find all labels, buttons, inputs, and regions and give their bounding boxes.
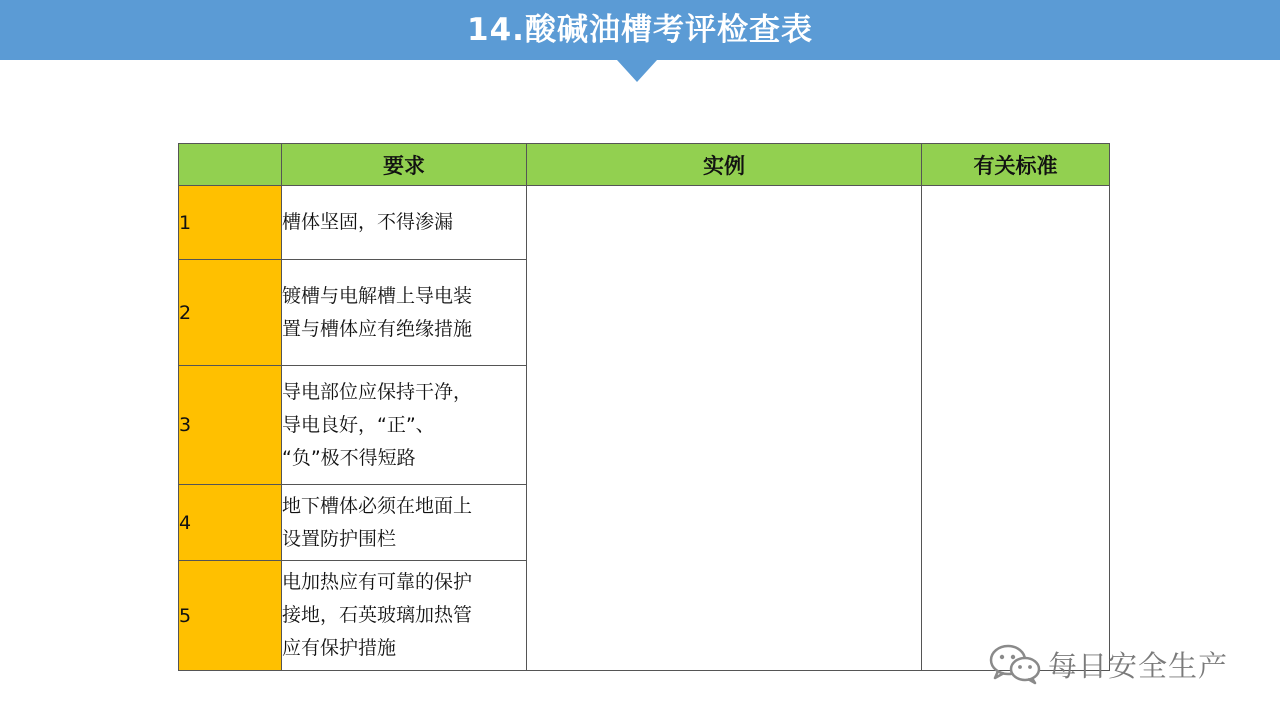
requirement-line: 镀槽与电解槽上导电装 bbox=[282, 284, 473, 307]
row-number: 2 bbox=[179, 260, 282, 366]
row-number: 5 bbox=[179, 561, 282, 671]
requirement-cell bbox=[282, 366, 527, 485]
requirement-cell bbox=[282, 485, 527, 561]
column-header-requirement: 要求 bbox=[282, 144, 527, 186]
table-header-row bbox=[179, 144, 1110, 186]
column-header-example: 实例 bbox=[527, 144, 922, 186]
inspection-table bbox=[178, 143, 1110, 671]
requirement-cell bbox=[282, 186, 527, 260]
requirement-line: 导电部位应保持干净， bbox=[282, 380, 473, 403]
row-number: 4 bbox=[179, 485, 282, 561]
column-header-standard: 有关标准 bbox=[922, 144, 1110, 186]
row-number: 3 bbox=[179, 366, 282, 485]
row-number: 1 bbox=[179, 186, 282, 260]
requirement-line: 应有保护措施 bbox=[282, 637, 397, 659]
standard-cell bbox=[922, 186, 1110, 671]
page-title: 14.酸碱油槽考评检查表 bbox=[467, 12, 813, 48]
requirement-line: 地下槽体必须在地面上 bbox=[282, 494, 473, 517]
requirement-line: 置与槽体应有绝缘措施 bbox=[282, 317, 473, 340]
requirement-line: 设置防护围栏 bbox=[282, 527, 397, 550]
wechat-icon bbox=[988, 643, 1042, 685]
requirement-line: “负”极不得短路 bbox=[282, 446, 416, 469]
requirement-cell bbox=[282, 260, 527, 366]
column-header-index bbox=[179, 144, 282, 186]
banner-pointer bbox=[617, 60, 657, 82]
table-row bbox=[179, 186, 1110, 260]
requirement-line: 接地，石英玻璃加热管 bbox=[282, 604, 473, 626]
requirement-line: 导电良好，“正”、 bbox=[282, 413, 435, 436]
requirement-line: 电加热应有可靠的保护 bbox=[282, 571, 473, 593]
watermark bbox=[988, 642, 1228, 686]
example-cell bbox=[527, 186, 922, 671]
watermark-text: 每日安全生产 bbox=[1048, 648, 1229, 683]
requirement-line: 槽体坚固，不得渗漏 bbox=[282, 211, 454, 233]
requirement-cell bbox=[282, 561, 527, 671]
